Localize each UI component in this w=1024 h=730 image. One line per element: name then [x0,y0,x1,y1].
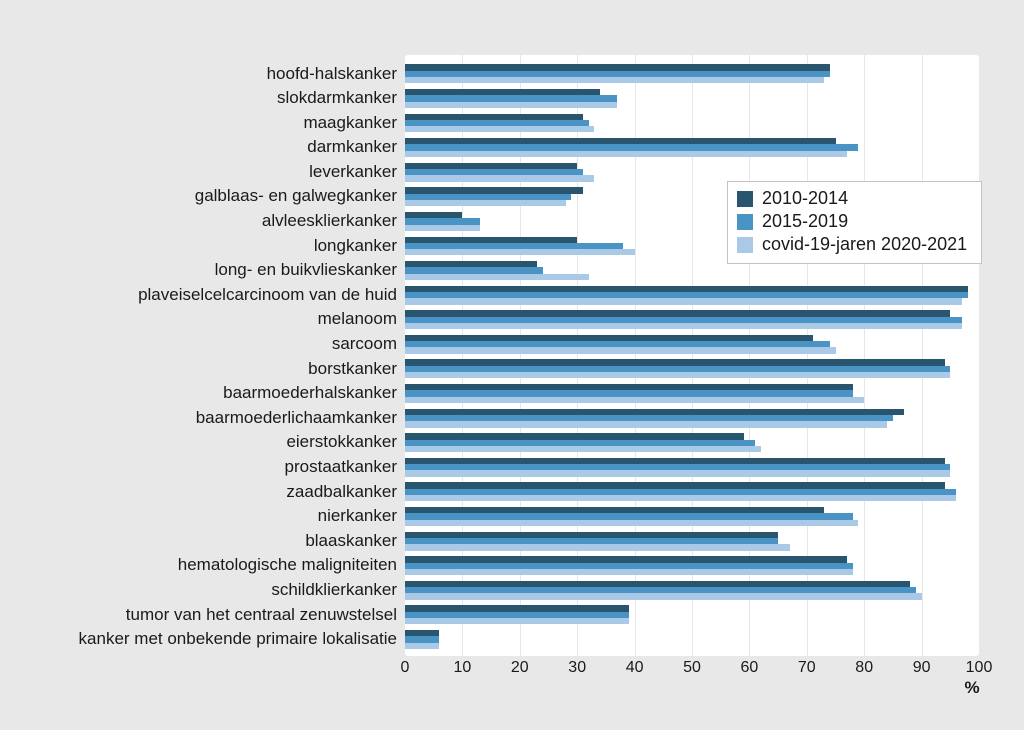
bar-group [405,480,979,505]
x-axis-tick-label: 80 [855,659,874,676]
bar-group [405,455,979,480]
bar-covid-19-jaren-2020-2021 [405,495,956,501]
bar-covid-19-jaren-2020-2021 [405,151,847,157]
bar-covid-19-jaren-2020-2021 [405,618,629,624]
legend [727,181,982,264]
x-axis [0,659,1024,679]
legend-swatch-icon [737,214,753,230]
category-label: alvleesklierkanker [261,211,397,231]
category-label: baarmoederlichaamkanker [195,407,397,427]
bar-covid-19-jaren-2020-2021 [405,421,887,427]
bar-group [405,627,979,652]
category-label: schildklierkanker [271,579,397,599]
plot-area [405,55,979,656]
category-label: longkanker [313,235,397,255]
legend-label: 2015-2019 [762,211,849,231]
legend-item [737,210,967,233]
category-label-column [0,62,397,652]
category-label: blaaskanker [305,530,397,550]
bar-group [405,283,979,308]
bar-covid-19-jaren-2020-2021 [405,102,617,108]
bar-covid-19-jaren-2020-2021 [405,593,922,599]
bar-group [405,357,979,382]
bar-covid-19-jaren-2020-2021 [405,520,858,526]
bar-covid-19-jaren-2020-2021 [405,446,761,452]
bar-group [405,307,979,332]
bar-group [405,529,979,554]
bar-covid-19-jaren-2020-2021 [405,298,962,304]
bar-covid-19-jaren-2020-2021 [405,470,950,476]
category-label: nierkanker [317,506,397,526]
bar-covid-19-jaren-2020-2021 [405,274,589,280]
bar-covid-19-jaren-2020-2021 [405,397,864,403]
category-label: plaveiselcelcarcinoom van de huid [138,284,397,304]
x-axis-tick-label: 70 [797,659,816,676]
legend-item [737,233,967,256]
category-label: eierstokkanker [286,432,397,452]
bar-group [405,111,979,136]
bar-covid-19-jaren-2020-2021 [405,200,566,206]
category-label: slokdarmkanker [277,88,397,108]
category-label: borstkanker [308,358,397,378]
x-axis-tick-label: 90 [912,659,931,676]
bar-group [405,332,979,357]
bar-group [405,578,979,603]
category-label: prostaatkanker [284,457,397,476]
x-axis-tick-label: 20 [510,659,529,676]
x-axis-tick-label: 60 [740,659,759,676]
x-axis-tick-label: 100 [965,659,993,676]
bar-group [405,62,979,87]
bar-group [405,135,979,160]
bar-rows [405,62,979,652]
x-axis-tick-label: 50 [683,659,701,676]
x-axis-tick-label: 0 [400,659,410,676]
bar-covid-19-jaren-2020-2021 [405,569,853,575]
x-axis-tick-label: 40 [625,659,644,676]
legend-swatch-icon [737,191,753,207]
category-label: leverkanker [309,161,397,181]
bar-covid-19-jaren-2020-2021 [405,77,824,83]
category-label: melanoom [317,309,397,329]
bar-group [405,603,979,628]
legend-label: 2010-2014 [762,188,849,208]
bar-group [405,553,979,578]
legend-label: covid-19-jaren 2020-2021 [762,234,968,254]
bar-covid-19-jaren-2020-2021 [405,323,962,329]
bar-covid-19-jaren-2020-2021 [405,175,594,181]
legend-item [737,187,967,210]
x-axis-tick-label: 10 [453,659,472,676]
category-label: zaadbalkanker [286,481,397,501]
category-label: kanker met onbekende primaire lokalisatie [78,629,397,649]
x-axis-unit-label: % [964,678,980,697]
category-label: tumor van het centraal zenuwstelsel [125,604,397,624]
category-label: sarcoom [331,334,397,354]
bar-group [405,406,979,431]
legend-swatch-icon [737,237,753,253]
category-label: maagkanker [303,112,397,132]
category-label: hoofd-halskanker [266,63,397,83]
bar-covid-19-jaren-2020-2021 [405,249,635,255]
bar-covid-19-jaren-2020-2021 [405,225,480,231]
x-axis-tick-label: 30 [568,659,587,676]
bar-covid-19-jaren-2020-2021 [405,643,439,649]
category-label: hematologische maligniteiten [177,555,397,575]
bar-covid-19-jaren-2020-2021 [405,544,790,550]
category-label: baarmoederhalskanker [223,383,397,403]
category-label: darmkanker [307,137,397,157]
bar-group [405,381,979,406]
bar-group [405,86,979,111]
bar-covid-19-jaren-2020-2021 [405,372,950,378]
bar-covid-19-jaren-2020-2021 [405,347,836,353]
category-label: long- en buikvlieskanker [214,260,397,280]
bar-group [405,504,979,529]
bar-group [405,430,979,455]
category-label: galblaas- en galwegkanker [194,186,397,206]
bar-covid-19-jaren-2020-2021 [405,126,594,132]
